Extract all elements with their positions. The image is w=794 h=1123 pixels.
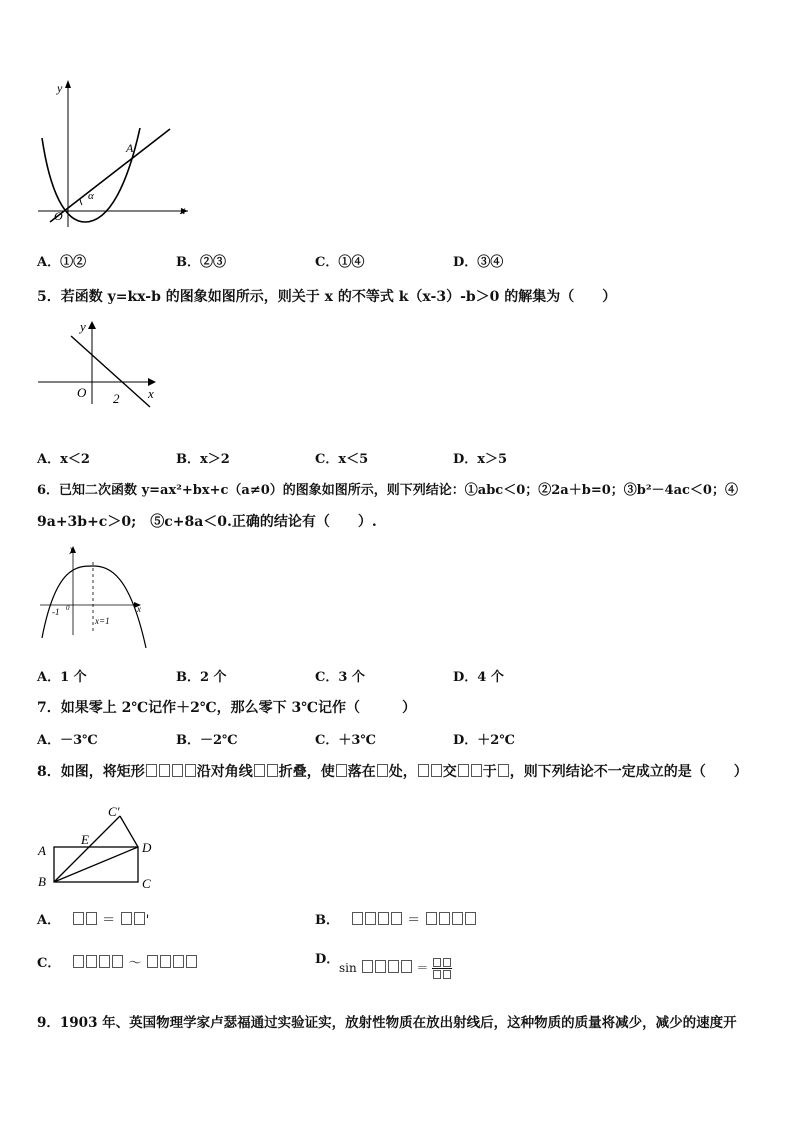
q8-label-a: A xyxy=(38,843,46,858)
q7-option-b[interactable]: B．－2℃ xyxy=(176,733,238,748)
q5-option-c[interactable]: C．x＜5 xyxy=(315,452,369,467)
missing-glyph-box xyxy=(73,955,84,968)
q4-option-c[interactable]: C．①④ xyxy=(315,255,365,270)
missing-glyph-box xyxy=(452,912,463,925)
q8-text-part8: ，则下列结论不一定成立的是（ ） xyxy=(509,764,748,780)
q4-option-a[interactable]: A．①② xyxy=(37,255,87,270)
missing-glyph-box xyxy=(465,912,476,925)
q7-option-c[interactable]: C．＋3℃ xyxy=(315,733,376,748)
q6-axis-of-symmetry-label: x=1 xyxy=(95,616,110,626)
missing-glyph-box xyxy=(336,764,347,777)
q4-option-d[interactable]: D．③④ xyxy=(453,255,504,270)
q5-y-label: y xyxy=(80,319,86,334)
q4-origin-label: O xyxy=(54,209,63,223)
q8-label-e: E xyxy=(81,832,89,847)
missing-glyph-box xyxy=(439,912,450,925)
q4-y-label: y xyxy=(57,81,63,95)
q6-option-b[interactable]: B．2 个 xyxy=(176,670,227,685)
option-d-formula xyxy=(339,958,452,979)
q8-option-c[interactable] xyxy=(37,952,198,971)
missing-glyph-box xyxy=(401,960,412,973)
missing-glyph-box xyxy=(458,764,469,777)
q8-label-c-prime: C' xyxy=(108,804,120,819)
option-prefix: C． xyxy=(37,956,61,971)
q6-question-line2: 9a+3b+c＞0; ⑤c+8a＜0.正确的结论有（ ）. xyxy=(37,514,377,530)
q6-option-c[interactable]: C．3 个 xyxy=(315,670,365,685)
missing-glyph-box xyxy=(377,764,388,777)
q8-graph xyxy=(34,802,164,894)
q4-x-label: x xyxy=(180,203,186,217)
missing-glyph-box xyxy=(173,955,184,968)
q5-option-b[interactable]: B．x＞2 xyxy=(176,452,230,467)
missing-glyph-box xyxy=(99,955,110,968)
missing-glyph-box xyxy=(391,912,402,925)
missing-glyph-box xyxy=(352,912,363,925)
missing-glyph-box xyxy=(418,764,429,777)
fraction xyxy=(432,958,452,979)
q6-option-d[interactable]: D．4 个 xyxy=(453,670,504,685)
missing-glyph-box xyxy=(375,960,386,973)
q9-question-text: 9．1903 年、英国物理学家卢瑟福通过实验证实，放射性物质在放出射线后，这种物质的质量将减少，减少的速度开 xyxy=(37,1015,737,1031)
q8-text-part2: 沿对角线 xyxy=(196,764,253,780)
option-symbol: ＝ xyxy=(102,913,116,928)
q8-option-d[interactable] xyxy=(315,948,429,975)
missing-glyph-box xyxy=(433,958,441,967)
missing-glyph-box xyxy=(254,764,265,777)
missing-glyph-box xyxy=(471,764,482,777)
option-prefix: D． xyxy=(315,952,340,967)
q5-option-a[interactable]: A．x＜2 xyxy=(37,452,90,467)
missing-glyph-box xyxy=(146,764,157,777)
q4-graph xyxy=(30,72,200,232)
q8-option-b[interactable] xyxy=(315,909,477,928)
q7-question-text: 7．如果零上 2℃记作＋2℃，那么零下 3℃记作（ ） xyxy=(37,700,417,716)
missing-glyph-box xyxy=(498,764,509,777)
missing-glyph-box xyxy=(443,970,451,979)
missing-glyph-box xyxy=(267,764,278,777)
missing-glyph-box xyxy=(378,912,389,925)
option-symbol: ＝ xyxy=(416,961,429,975)
missing-glyph-box xyxy=(86,955,97,968)
missing-glyph-box xyxy=(147,955,158,968)
missing-glyph-box xyxy=(433,970,441,979)
q5-tick-label: 2 xyxy=(113,391,120,406)
q8-label-c: C xyxy=(142,876,151,891)
missing-glyph-box xyxy=(362,960,373,973)
missing-glyph-box xyxy=(365,912,376,925)
q8-text-part4: 落在 xyxy=(347,764,376,780)
q5-question-text: 5．若函数 y=kx-b 的图象如图所示，则关于 x 的不等式 k（x-3）-b＞0 的解集为（ ） xyxy=(37,289,617,305)
q6-y-label: y xyxy=(70,544,74,554)
missing-glyph-box xyxy=(160,955,171,968)
option-prime: ' xyxy=(145,913,150,928)
q6-question-line1: 6．已知二次函数 y=ax²+bx+c（a≠0）的图象如图所示，则下列结论：①abc＜0；②2a＋b=0；③b²－4ac＜0；④ xyxy=(37,483,738,498)
q7-option-d[interactable]: D．＋2℃ xyxy=(453,733,515,748)
q6-origin-label: 0 xyxy=(66,604,70,612)
option-symbol: ＝ xyxy=(407,913,421,928)
missing-glyph-box xyxy=(443,958,451,967)
sin-function-label: sin xyxy=(339,961,357,975)
q4-angle-label: α xyxy=(88,190,94,202)
q8-label-b: B xyxy=(38,874,46,889)
q8-text-part5: 处， xyxy=(388,764,417,780)
missing-glyph-box xyxy=(159,764,170,777)
missing-glyph-box xyxy=(121,912,132,925)
missing-glyph-box xyxy=(388,960,399,973)
missing-glyph-box xyxy=(185,764,196,777)
q7-option-a[interactable]: A．－3℃ xyxy=(37,733,98,748)
q4-option-b[interactable]: B．②③ xyxy=(176,255,226,270)
q5-x-label: x xyxy=(148,386,154,401)
q8-question-text xyxy=(37,761,748,781)
missing-glyph-box xyxy=(172,764,183,777)
missing-glyph-box xyxy=(186,955,197,968)
q5-origin-label: O xyxy=(77,385,87,400)
q8-text-part7: 于 xyxy=(482,764,497,780)
q8-label-d: D xyxy=(142,840,152,855)
q8-text-part1: 8．如图，将矩形 xyxy=(37,764,145,780)
option-prefix: B． xyxy=(315,913,339,928)
missing-glyph-box xyxy=(134,912,145,925)
q6-option-a[interactable]: A．1 个 xyxy=(37,670,87,685)
q6-left-root-label: -1 xyxy=(52,607,60,617)
missing-glyph-box xyxy=(431,764,442,777)
missing-glyph-box xyxy=(86,912,97,925)
q5-graph xyxy=(34,314,164,409)
q5-option-d[interactable]: D．x＞5 xyxy=(453,452,508,467)
missing-glyph-box xyxy=(112,955,123,968)
option-symbol: ～ xyxy=(128,956,142,971)
option-prefix: A． xyxy=(37,913,61,928)
q8-text-part3: 折叠，使 xyxy=(278,764,335,780)
q4-point-a-label: A xyxy=(126,141,134,155)
missing-glyph-box xyxy=(73,912,84,925)
q6-graph xyxy=(38,540,153,652)
q6-x-label: x xyxy=(137,604,141,614)
q8-option-a[interactable] xyxy=(37,909,149,928)
missing-glyph-box xyxy=(426,912,437,925)
q8-text-part6: 交 xyxy=(442,764,457,780)
fraction-bar xyxy=(432,968,452,969)
